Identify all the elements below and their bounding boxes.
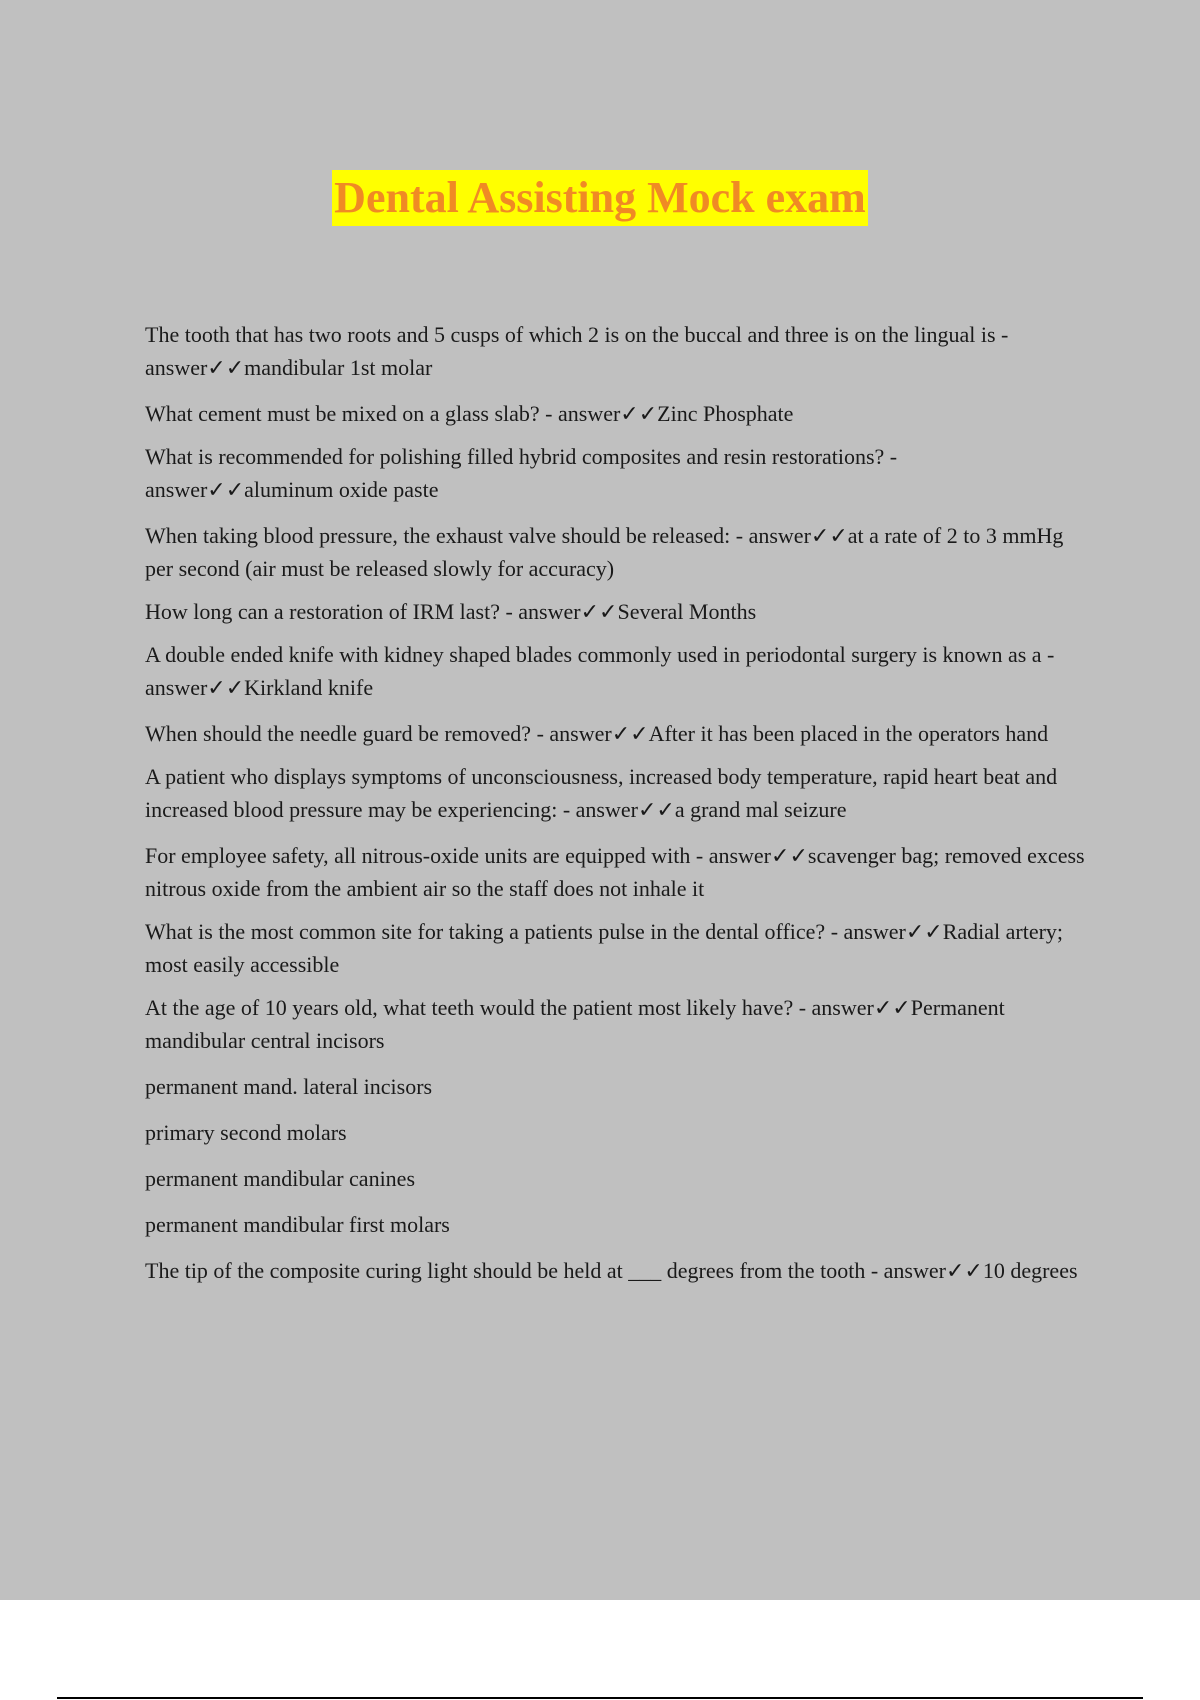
list-item: primary second molars — [145, 1120, 347, 1145]
qa-item: The tooth that has two roots and 5 cusps of which 2 is on the buccal and three is on the lingual is - answer✓✓mandibular 1st molar — [145, 322, 1009, 380]
qa-item: The tip of the composite curing light should be held at ___ degrees from the tooth - answer✓✓10 degrees — [145, 1258, 1078, 1283]
title-container — [0, 170, 1200, 226]
qa-item: When should the needle guard be removed? - answer✓✓After it has been placed in the operators hand — [145, 721, 1049, 746]
footer-divider — [57, 1697, 1143, 1699]
qa-item: A patient who displays symptoms of unconsciousness, increased body temperature, rapid heart beat and increased blood pressure may be experiencing: - answer✓✓a grand mal seizure — [145, 764, 1058, 822]
qa-item: What is recommended for polishing filled hybrid composites and resin restorations? - answer✓✓aluminum oxide paste — [145, 444, 898, 502]
qa-item: For employee safety, all nitrous-oxide units are equipped with - answer✓✓scavenger bag; removed excess nitrous oxide from the ambient air so the staff does not inhale it — [145, 843, 1085, 901]
qa-item: How long can a restoration of IRM last? - answer✓✓Several Months — [145, 599, 757, 624]
qa-item: What is the most common site for taking a patients pulse in the dental office? - answer✓✓Radial artery; most easily accessible — [145, 919, 1064, 977]
qa-list — [145, 318, 1085, 1300]
qa-item: At the age of 10 years old, what teeth would the patient most likely have? - answer✓✓Permanent mandibular central incisors — [145, 995, 1005, 1053]
list-item: permanent mandibular first molars — [145, 1212, 450, 1237]
qa-item: What cement must be mixed on a glass slab? - answer✓✓Zinc Phosphate — [145, 401, 794, 426]
list-item: permanent mandibular canines — [145, 1166, 416, 1191]
qa-item: A double ended knife with kidney shaped blades commonly used in periodontal surgery is known as a - answer✓✓Kirkland knife — [145, 642, 1055, 700]
document-title: Dental Assisting Mock exam — [332, 170, 868, 226]
list-item: permanent mand. lateral incisors — [145, 1074, 433, 1099]
qa-item: When taking blood pressure, the exhaust valve should be released: - answer✓✓at a rate of 2 to 3 mmHg per second (air must be released slowly for accuracy) — [145, 523, 1064, 581]
